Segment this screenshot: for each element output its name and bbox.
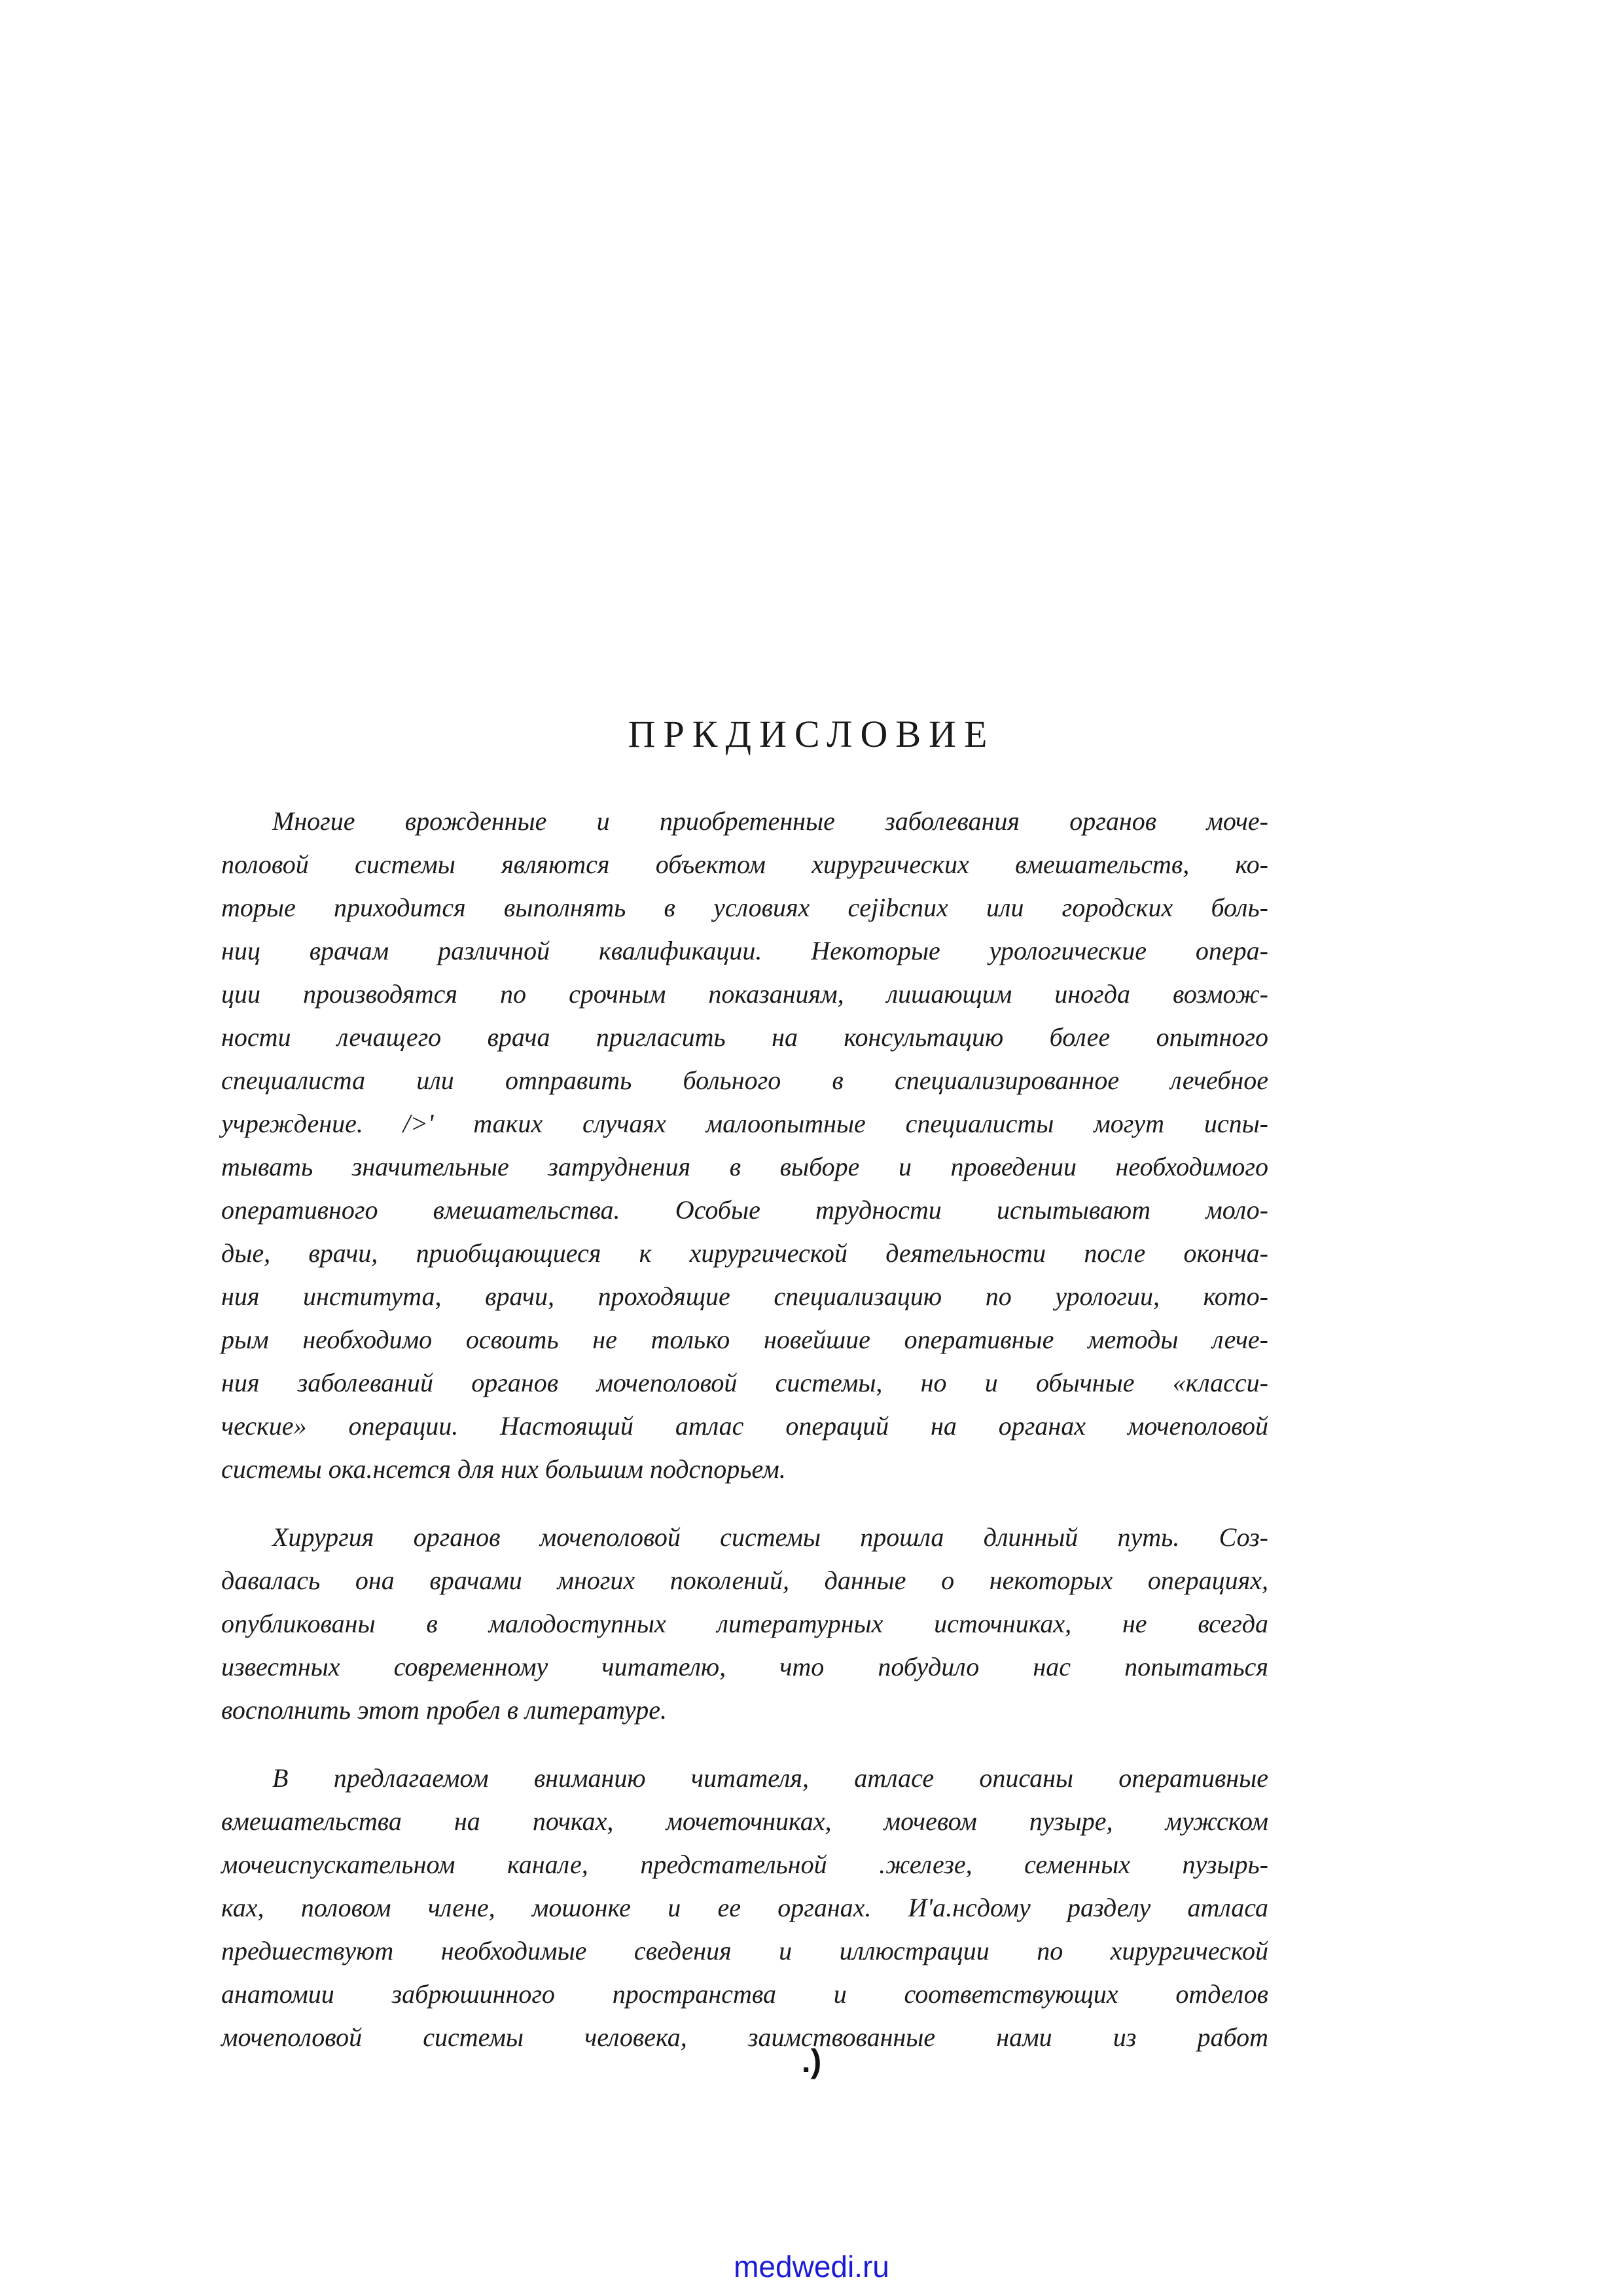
text-line: ния института, врачи, проходящие специализацию по урологии, кото- (221, 1282, 1268, 1311)
paragraph-1 (221, 800, 1268, 1491)
page-number: .) (801, 2043, 822, 2079)
text-line: предшествуют необходимые сведения и иллюстрации по хирургической (221, 1936, 1268, 1965)
text-line: В предлагаемом вниманию читателя, атласе описаны оперативные (272, 1763, 1268, 1793)
text-line: системы ока.нсется для них большим подспорьем. (221, 1454, 786, 1484)
text-line: ности лечащего врача пригласить на консультацию более опытного (221, 1022, 1268, 1052)
text-line: ния заболеваний органов мочеполовой системы, но и обычные «класси- (221, 1368, 1268, 1397)
text-line: дые, врачи, приобщающиеся к хирургической деятельности после оконча- (221, 1238, 1268, 1268)
body-text (221, 800, 1268, 2084)
page-title: ПРКДИСЛОВИЕ (628, 713, 995, 755)
text-line: мочеиспускательном канале, предстательной .железе, семенных пузырь- (221, 1850, 1268, 1879)
text-line: Хирургия органов мочеполовой системы прошла длинный путь. Соз- (272, 1522, 1268, 1552)
text-line: рым необходимо освоить не только новейшие оперативные методы лече- (221, 1325, 1268, 1354)
text-line: специалиста или отправить больного в специализированное лечебное (221, 1066, 1268, 1095)
text-line: давалась она врачами многих поколений, данные о некоторых операциях, (221, 1566, 1268, 1595)
text-line: ческие» операции. Настоящий атлас операций на органах мочеполовой (221, 1411, 1268, 1441)
text-line: ниц врачам различной квалификации. Некоторые урологические опера- (221, 936, 1268, 965)
text-line: мочеполовой системы человека, заимствованные нами из работ (221, 2022, 1268, 2052)
watermark-link[interactable]: medwedi.ru (734, 2250, 889, 2284)
paragraph-2 (221, 1516, 1268, 1732)
text-line: ках, половом члене, мошонке и ее органах. И'а.нсдому разделу атласа (221, 1893, 1268, 1922)
text-line: тывать значительные затруднения в выборе и проведении необходимого (221, 1152, 1268, 1181)
text-line: опубликованы в малодоступных литературных источниках, не всегда (221, 1609, 1268, 1638)
text-line: Многие врожденные и приобретенные заболевания органов моче- (272, 806, 1268, 836)
text-line: оперативного вмешательства. Особые трудности испытывают моло- (221, 1195, 1268, 1225)
paragraph-3 (221, 1757, 1268, 2059)
text-line: учреждение. />' таких случаях малоопытные специалисты могут испы- (221, 1109, 1268, 1138)
text-line: ции производятся по срочным показаниям, лишающим иногда возмож- (221, 979, 1268, 1009)
text-line: половой системы являются объектом хирургических вмешательств, ко- (221, 850, 1268, 879)
text-line: вмешательства на почках, мочеточниках, мочевом пузыре, мужском (221, 1806, 1268, 1836)
text-line: торые приходится выполнять в условиях cejibcпих или городских боль- (221, 893, 1268, 922)
text-line: анатомии забрюшинного пространства и соответствующих отделов (221, 1979, 1268, 2009)
text-line: известных современному читателю, что побудило нас попытаться (221, 1652, 1268, 1681)
text-line: восполнить этот пробел в литературе. (221, 1695, 667, 1725)
